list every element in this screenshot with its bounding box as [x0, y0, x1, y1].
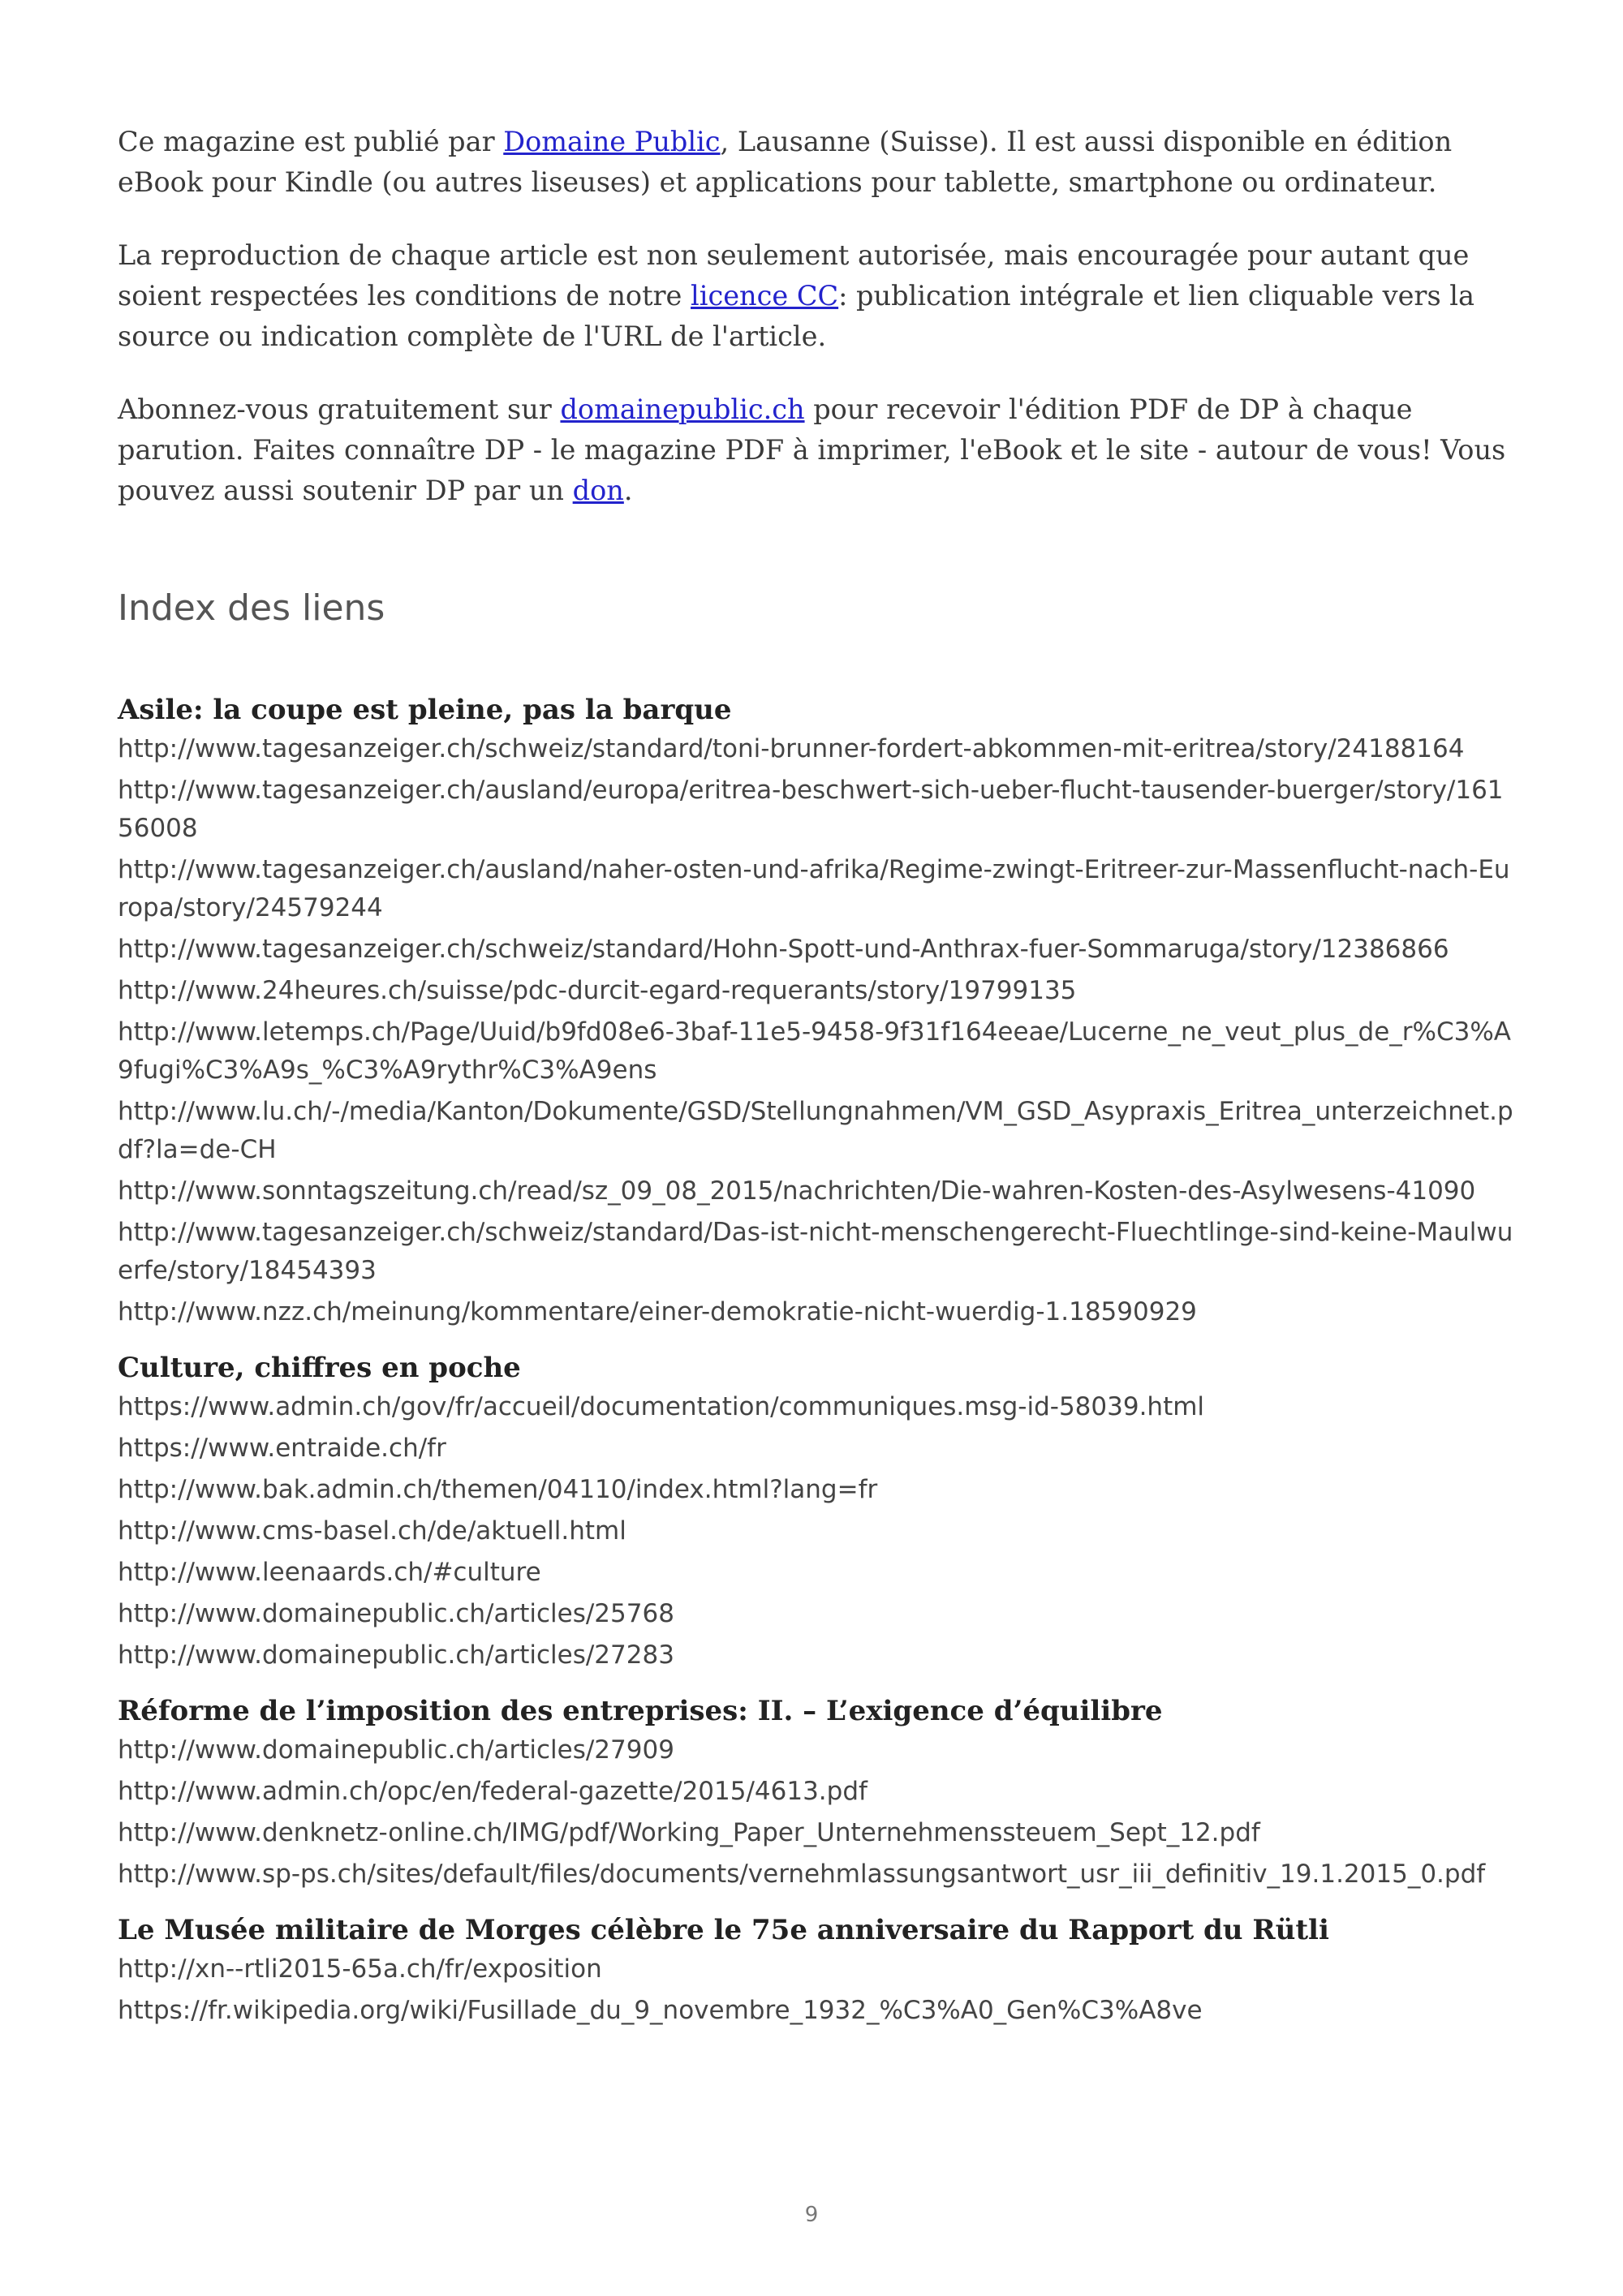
don-link[interactable]: don — [572, 475, 624, 506]
section-title: Le Musée militaire de Morges célèbre le 75e anniversaire du Rapport du Rütli — [118, 1914, 1329, 1946]
link-url[interactable]: https://www.admin.ch/gov/fr/accueil/documentation/communiques.msg-id-58039.html — [118, 1392, 1205, 1421]
link-url[interactable]: http://www.domainepublic.ch/articles/27283 — [118, 1640, 674, 1670]
link-url[interactable]: http://www.tagesanzeiger.ch/schweiz/standard/Hohn-Spott-und-Anthrax-fuer-Sommaruga/story/12386866 — [118, 935, 1449, 964]
link-url[interactable]: http://www.nzz.ch/meinung/kommentare/einer-demokratie-nicht-wuerdig-1.18590929 — [118, 1297, 1197, 1326]
link-url[interactable]: http://www.domainepublic.ch/articles/27909 — [118, 1735, 674, 1765]
licence-cc-link[interactable]: licence CC — [691, 280, 839, 312]
link-url[interactable]: http://www.denknetz-online.ch/IMG/pdf/Working_Paper_Unternehmenssteuem_Sept_12.pdf — [118, 1818, 1260, 1847]
link-list — [118, 1950, 1513, 2030]
link-list — [118, 730, 1513, 1331]
intro-paragraph-license: La reproduction de chaque article est non seulement autorisée, mais encouragée pour autant que soient respectées les conditions de notre licence CC: publication intégrale et lien cliquable vers la source ou indication complète de l'URL de l'article. — [118, 239, 1474, 352]
link-url[interactable]: http://www.sp-ps.ch/sites/default/files/documents/vernehmlassungsantwort_usr_iii_definitiv_19.1.2015_0.pdf — [118, 1860, 1486, 1889]
link-section — [118, 1910, 1513, 2030]
link-section — [118, 1348, 1513, 1675]
intro-paragraph-subscribe: Abonnez-vous gratuitement sur domainepublic.ch pour recevoir l'édition PDF de DP à chaque parution. Faites connaître DP - le magazine PDF à imprimer, l'eBook et le site - autour de vous! Vous pouvez aussi soutenir DP par un don. — [118, 393, 1506, 506]
link-url[interactable]: https://www.entraide.ch/fr — [118, 1434, 446, 1463]
link-section — [118, 1691, 1513, 1894]
link-url[interactable]: http://www.leenaards.ch/#culture — [118, 1558, 541, 1587]
link-url[interactable]: http://www.tagesanzeiger.ch/ausland/europa/eritrea-beschwert-sich-ueber-flucht-tausender-buerger/story/16156008 — [118, 776, 1504, 843]
link-url[interactable]: http://www.sonntagszeitung.ch/read/sz_09_08_2015/nachrichten/Die-wahren-Kosten-des-Asylwesens-41090 — [118, 1176, 1476, 1206]
intro-paragraph-publisher: Ce magazine est publié par Domaine Public, Lausanne (Suisse). Il est aussi disponible en édition eBook pour Kindle (ou autres liseuses) et applications pour tablette, smartphone ou ordinateur. — [118, 126, 1453, 198]
link-url[interactable]: https://fr.wikipedia.org/wiki/Fusillade_du_9_novembre_1932_%C3%A0_Gen%C3%A8ve — [118, 1996, 1203, 2025]
link-url[interactable]: http://www.tagesanzeiger.ch/ausland/naher-osten-und-afrika/Regime-zwingt-Eritreer-zur-Massenflucht-nach-Europa/story/24579244 — [118, 855, 1510, 922]
link-url[interactable]: http://www.tagesanzeiger.ch/schweiz/standard/Das-ist-nicht-menschengerecht-Fluechtlinge-sind-keine-Maulwuerfe/story/18454393 — [118, 1218, 1513, 1285]
link-url[interactable]: http://www.24heures.ch/suisse/pdc-durcit-egard-requerants/story/19799135 — [118, 976, 1077, 1005]
link-url[interactable]: http://www.cms-basel.ch/de/aktuell.html — [118, 1516, 626, 1546]
link-url[interactable]: http://www.lu.ch/-/media/Kanton/Dokumente/GSD/Stellungnahmen/VM_GSD_Asypraxis_Eritrea_unterzeichnet.pdf?la=de-CH — [118, 1097, 1513, 1164]
link-url[interactable]: http://www.tagesanzeiger.ch/schweiz/standard/toni-brunner-fordert-abkommen-mit-eritrea/story/24188164 — [118, 734, 1465, 763]
link-list — [118, 1388, 1513, 1675]
section-title: Culture, chiffres en poche — [118, 1352, 521, 1384]
link-url[interactable]: http://www.admin.ch/opc/en/federal-gazette/2015/4613.pdf — [118, 1777, 867, 1806]
link-url[interactable]: http://xn--rtli2015-65a.ch/fr/exposition — [118, 1954, 602, 1984]
link-url[interactable]: http://www.domainepublic.ch/articles/25768 — [118, 1599, 674, 1628]
document-page — [118, 122, 1513, 2046]
intro — [118, 122, 1513, 511]
link-url[interactable]: http://www.letemps.ch/Page/Uuid/b9fd08e6-3baf-11e5-9458-9f31f164eeae/Lucerne_ne_veut_plus_de_r%C3%A9fugi%C3%A9s_%C3%A9rythr%C3%A9ens — [118, 1017, 1512, 1085]
link-section — [118, 690, 1513, 1331]
page-number: 9 — [804, 2203, 819, 2227]
link-list — [118, 1731, 1513, 1894]
domainepublic-link[interactable]: domainepublic.ch — [560, 393, 805, 425]
section-title: Réforme de l’imposition des entreprises: II. – L’exigence d’équilibre — [118, 1695, 1163, 1727]
link-url[interactable]: http://www.bak.admin.ch/themen/04110/index.html?lang=fr — [118, 1475, 878, 1504]
index-title: Index des liens — [118, 587, 385, 629]
domaine-public-link[interactable]: Domaine Public — [503, 126, 721, 157]
link-index — [118, 690, 1513, 2030]
section-title: Asile: la coupe est pleine, pas la barque — [118, 694, 732, 726]
